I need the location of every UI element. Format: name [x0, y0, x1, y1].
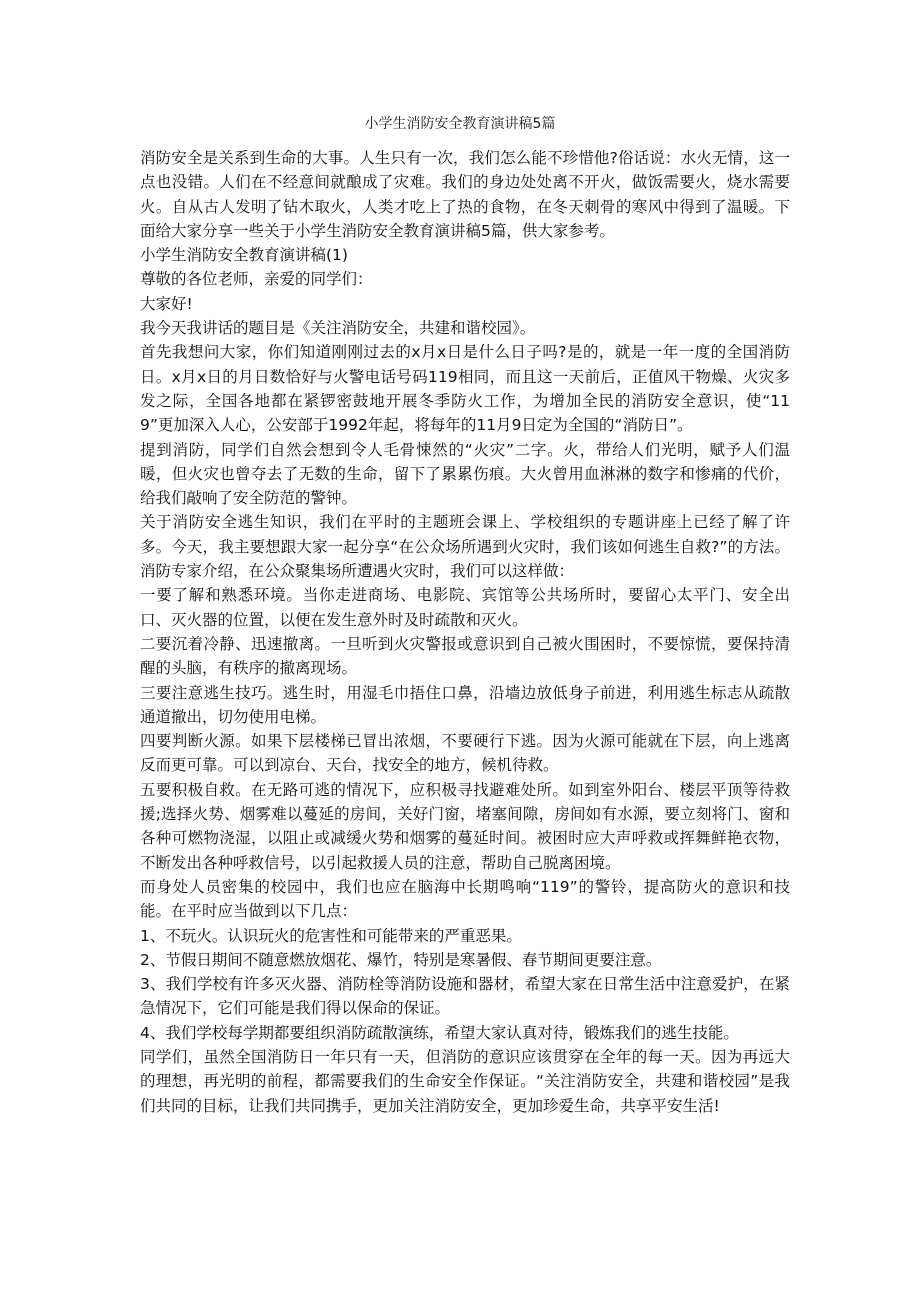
- paragraph: 二要沉着冷静、迅速撤离。一旦听到火灾警报或意识到自己被火围困时，不要惊慌，要保持清醒的头脑，有秩序的撤离现场。: [140, 634, 790, 678]
- paragraph: 消防安全是关系到生命的大事。人生只有一次，我们怎么能不珍惜他?俗话说：水火无情，这一点也没错。人们在不经意间就酿成了灾难。我们的身边处处离不开火，做饭需要火，烧水需要火。自从古人发明了钻木取火，人类才吃上了热的食物，在冬天刺骨的寒风中得到了温暖。下面给大家分享一些关于小学生消防安全教育演讲稿5篇，供大家参考。: [140, 149, 790, 240]
- document-title: 小学生消防安全教育演讲稿5篇: [364, 116, 556, 132]
- paragraph: 尊敬的各位老师，亲爱的同学们：: [140, 270, 373, 289]
- paragraph: 小学生消防安全教育演讲稿(1): [140, 246, 348, 265]
- paragraph: 同学们，虽然全国消防日一年只有一天，但消防的意识应该贯穿在全年的每一天。因为再远大的理想，再光明的前程，都需要我们的生命安全作保证。“关注消防安全，共建和谐校园”是我们共同的目标，让我们共同携手，更加关注消防安全，更加珍爱生命，共享平安生活!: [140, 1047, 790, 1115]
- paragraph: 4、我们学校每学期都要组织消防疏散演练，希望大家认真对待，锻炼我们的逃生技能。: [140, 1023, 739, 1042]
- paragraph: 关于消防安全逃生知识，我们在平时的主题班会课上、学校组织的专题讲座上已经了解了许多。今天，我主要想跟大家一起分享“在公众场所遇到火灾时，我们该如何逃生自救?”的方法。消防专家介绍，在公众聚集场所遭遇火灾时，我们可以这样做：: [140, 513, 790, 581]
- paragraph: 提到消防，同学们自然会想到令人毛骨悚然的“火灾”二字。火，带给人们光明，赋予人们温暖，但火灾也曾夺去了无数的生命，留下了累累伤痕。大火曾用血淋淋的数字和惨痛的代价，给我们敲响了安全防范的警钟。: [140, 440, 790, 508]
- paragraph: 三要注意逃生技巧。逃生时，用湿毛巾捂住口鼻，沿墙边放低身子前进，利用逃生标志从疏散通道撤出，切勿使用电梯。: [140, 683, 790, 726]
- paragraph: 首先我想问大家，你们知道刚刚过去的x月x日是什么日子吗?是的，就是一年一度的全国消防日。x月x日的月日数恰好与火警电话号码119相同，而且这一天前后，正值风干物燥、火灾多发之际，全国各地都在紧锣密鼓地开展冬季防火工作，为增加全民的消防安全意识，使“119”更加深入人心，公安部于1992年起，将每年的11月9日定为全国的“消防日”。: [140, 343, 790, 435]
- paragraph: 而身处人员密集的校园中，我们也应在脑海中长期鸣响“119”的警铃，提高防火的意识和技能。在平时应当做到以下几点：: [140, 877, 790, 921]
- paragraph: 1、不玩火。认识玩火的危害性和可能带来的严重恶果。: [140, 926, 522, 945]
- paragraph: 大家好!: [140, 294, 193, 313]
- paragraph: 四要判断火源。如果下层楼梯已冒出浓烟，不要硬行下逃。因为火源可能就在下层，向上逃离反而更可靠。可以到凉台、天台，找安全的地方，候机待救。: [140, 732, 790, 775]
- paragraph: 一要了解和熟悉环境。当你走进商场、电影院、宾馆等公共场所时，要留心太平门、安全出口、灭火器的位置，以便在发生意外时及时疏散和灭火。: [140, 586, 790, 629]
- paragraph: 2、节假日期间不随意燃放烟花、爆竹，特别是寒暑假、春节期间更要注意。: [140, 950, 662, 969]
- paragraph: 3、我们学校有许多灭火器、消防栓等消防设施和器材，希望大家在日常生活中注意爱护，在紧急情况下，它们可能是我们得以保命的保证。: [140, 975, 790, 1018]
- paragraph: 五要积极自救。在无路可逃的情况下，应积极寻找避难处所。如到室外阳台、楼层平顶等待救援;选择火势、烟雾难以蔓延的房间，关好门窗，堵塞间隙，房间如有水源，要立刻将门、窗和各种可燃物浇湿，以阻止或减缓火势和烟雾的蔓延时间。被困时应大声呼救或挥舞鲜艳衣物，不断发出各种呼救信号，以引起救援人员的注意，帮助自己脱离困境。: [140, 780, 790, 872]
- document-body: [140, 146, 790, 1118]
- paragraph: 我今天我讲话的题目是《关注消防安全，共建和谐校园》。: [140, 319, 536, 338]
